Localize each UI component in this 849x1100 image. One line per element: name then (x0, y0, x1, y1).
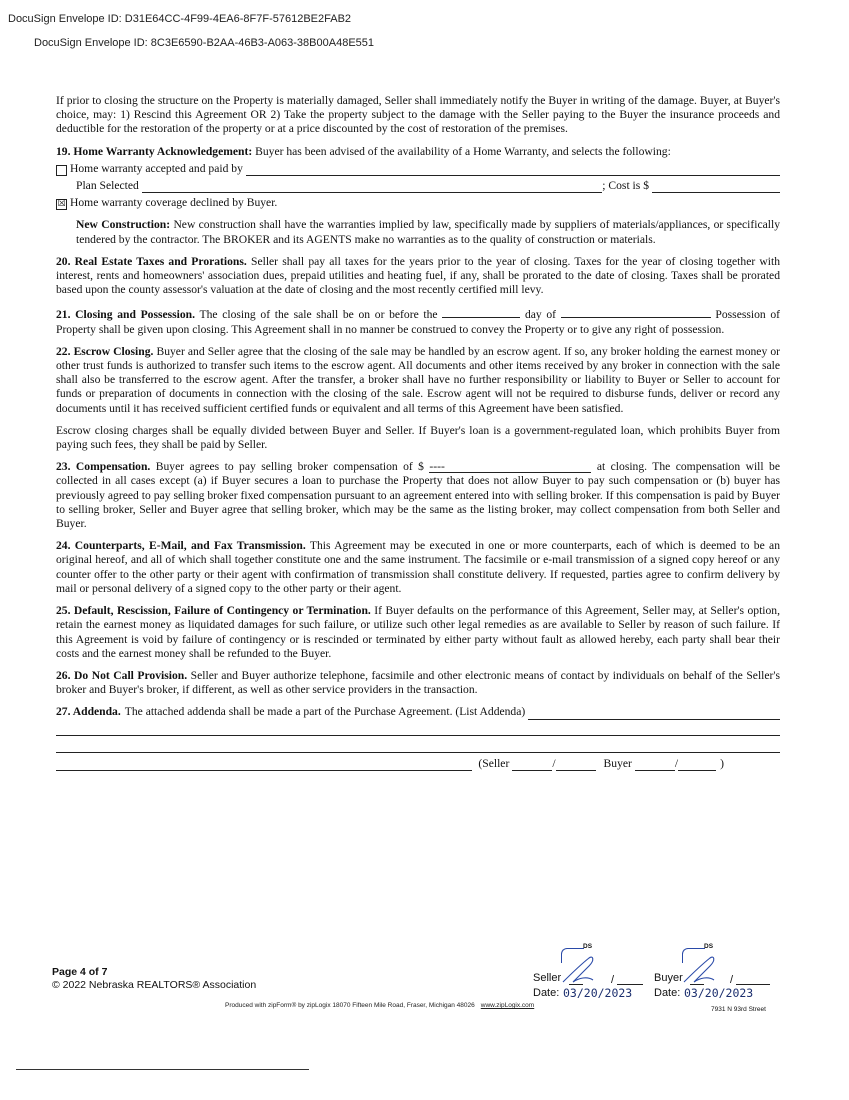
document-body (56, 94, 780, 771)
section-20-text: Seller shall pay all taxes for the years prior to the year of closing. Taxes for the year of closing together with interest, rents and homeowners' association dues, prepaid utilities and heating fuel, if any, shall be prorated to the date of closing. Taxes shall be prorated based upon the county assessor's valuation at the date of closing and the most recently certified mill levy. (56, 254, 781, 297)
section-21-text-b: day of (524, 308, 557, 322)
buyer-ds-label: DS (704, 943, 714, 950)
initials-seller-label: (Seller (478, 756, 510, 770)
buyer-sign-line-2 (736, 984, 770, 985)
footer-address: 7931 N 93rd Street (711, 1006, 766, 1013)
plan-selected-row (56, 179, 780, 193)
compensation-field[interactable] (429, 460, 591, 473)
produced-by (225, 1002, 534, 1009)
warranty-accepted-label: Home warranty accepted and paid by (70, 161, 243, 175)
addenda-field-2[interactable] (56, 723, 780, 736)
produced-text: Produced with zipForm® by zipLogix 18070 Fifteen Mile Road, Fraser, Michigan 48026 (225, 1002, 475, 1009)
seller-date-label: Date: (533, 987, 560, 999)
section-25-title: 25. Default, Rescission, Failure of Contingency or Termination. (56, 604, 371, 618)
section-27-title: 27. Addenda. (56, 705, 121, 719)
seller-signature-block (533, 942, 643, 1002)
section-21-text-c: Possession of Property shall be given upon closing. This Agreement shall in no manner be construed to convey the Property or to give any right of possession. (56, 308, 781, 336)
section-25-text: If Buyer defaults on the performance of this Agreement, Seller may, at Seller's option, retain the earnest money as liquidated damages for such failure, or utilize such other legal remedies as are available to Seller by reason of such failure. If this Agreement is void by failure of contingency or is rescinded or terminated by either party without fault as allowed hereby, each party shall bear their costs and the earnest money shall be refunded to the Buyer. (56, 604, 781, 660)
warranty-declined-label: Home warranty coverage declined by Buyer. (70, 196, 278, 210)
bottom-rule (16, 1069, 309, 1070)
section-26 (56, 669, 780, 697)
warranty-declined-row (56, 196, 780, 210)
section-27-text: The attached addenda shall be made a part of the Purchase Agreement. (List Addenda) (124, 705, 526, 719)
section-26-title: 26. Do Not Call Provision. (56, 668, 188, 682)
buyer-sign-label: Buyer (654, 972, 683, 984)
seller-sign-line (569, 984, 583, 985)
page-number: Page 4 of 7 (52, 966, 108, 978)
buyer-date-label: Date: (654, 987, 681, 999)
section-21-title: 21. Closing and Possession. (56, 308, 196, 322)
warranty-declined-checkbox[interactable]: ☒ (57, 199, 66, 210)
plan-selected-label: Plan Selected (76, 179, 139, 193)
buyer-date-value: 03/20/2023 (684, 986, 754, 1000)
addenda-field-1[interactable] (528, 707, 780, 720)
section-24 (56, 539, 780, 596)
seller-sign-slash: / (611, 974, 615, 986)
new-construction-text: New construction shall have the warranties implied by law, specifically made by suppliers of materials/appliances, or specifically tendered by the contractor. The BROKER and its AGENTS make no warranties as to the quality of construction or materials. (76, 218, 780, 246)
buyer-initial-2[interactable] (678, 758, 716, 771)
section-26-text: Seller and Buyer authorize telephone, facsimile and other electronic means of contact by individuals on behalf of the Seller's broker and Buyer's broker, if different, as well as other service providers in the transaction. (56, 668, 780, 697)
cost-field[interactable] (652, 180, 780, 193)
slash-1: / (552, 756, 556, 770)
section-22-text: Buyer and Seller agree that the closing of the sale may be handled by an escrow agent. If so, any broker holding the earnest money or other trust funds is authorized to transfer such items to the escrow agent. All documents and other items received by any broker in connection with the sale shall also be transferred to the escrow agent. After the transfer, a broker shall have no further responsibility or liability to Buyer or Seller to account for funds or preparation of documents in connection with the closing of the sale. Escrow agent will not be required to disburse funds, deliver or record any documents until it has received sufficient certified funds or equivalent and all terms of this Agreement have been satisfied. (56, 344, 780, 415)
seller-signature-icon (559, 952, 615, 986)
section-22-title: 22. Escrow Closing. (56, 344, 154, 358)
buyer-sign-slash: / (730, 974, 734, 986)
section-23 (56, 460, 780, 531)
intro-paragraph: If prior to closing the structure on the Property is materially damaged, Seller shall immediately notify the Buyer in writing of the damage. Buyer, at Buyer's choice, may: 1) Rescind this Agreement OR 2) Take the property subject to the damage with the Seller paying to the Buyer the insurance proceeds and deductible for the restoration of the property or at a price discounted by the cost of restoration of the premises. (56, 94, 780, 136)
section-24-title: 24. Counterparts, E-Mail, and Fax Transmission. (56, 539, 306, 553)
seller-sign-label: Seller (533, 972, 562, 984)
addenda-field-3[interactable] (56, 740, 780, 753)
closing-day-field[interactable] (442, 305, 520, 318)
addenda-field-4[interactable] (56, 758, 472, 771)
plan-selected-field[interactable] (142, 180, 603, 193)
section-23-text-a: Buyer agrees to pay selling broker compensation of $ (155, 460, 424, 474)
close-paren: ) (720, 756, 724, 770)
envelope-id-2: DocuSign Envelope ID: 8C3E6590-B2AA-46B3-A063-38B00A48E551 (34, 37, 375, 49)
warranty-accepted-checkbox[interactable] (56, 165, 67, 176)
seller-date-value: 03/20/2023 (563, 986, 633, 1000)
envelope-id-1: DocuSign Envelope ID: D31E64CC-4F99-4EA6-8F7F-57612BE2FAB2 (8, 13, 352, 25)
section-19 (56, 145, 780, 159)
warranty-paid-by-field[interactable] (246, 163, 780, 176)
section-21-text-a: The closing of the sale shall be on or before the (199, 308, 438, 322)
slash-2: / (674, 756, 679, 770)
buyer-sign-line (690, 984, 704, 985)
seller-ds-label: DS (583, 943, 593, 950)
ziplogix-link[interactable]: www.zipLogix.com (480, 1002, 535, 1009)
initials-buyer-label: Buyer (603, 756, 632, 770)
seller-sign-line-2 (617, 984, 643, 985)
section-22-text2: Escrow closing charges shall be equally divided between Buyer and Seller. If Buyer's loan is a government-regulated loan, which prohibits Buyer from paying such fees, they shall be paid by Seller. (56, 423, 780, 452)
buyer-initial-1[interactable] (635, 758, 675, 771)
section-20-title: 20. Real Estate Taxes and Prorations. (56, 254, 247, 268)
section-22 (56, 345, 780, 416)
seller-initial-2[interactable] (556, 758, 596, 771)
initials-row (56, 757, 780, 771)
new-construction-title: New Construction: (76, 218, 171, 232)
buyer-signature-block (654, 942, 774, 1002)
section-19-title: 19. Home Warranty Acknowledgement: (56, 144, 253, 158)
compensation-amount: ---- (429, 460, 445, 474)
section-20 (56, 255, 780, 298)
section-21 (56, 305, 780, 336)
section-23-title: 23. Compensation. (56, 460, 151, 474)
section-23-text-b: at closing. The compensation will be collected in all cases except (a) if Buyer secures a loan to purchase the Property that does not allow Buyer to pay such compensation or (b) buyer has previously agreed to pay selling broker fixed compensation pursuant to an agreement entered into with selling broker. If this compensation is paid by Buyer to selling broker, Seller and Buyer agree that selling broker, which may be the same as the listing broker, may collect compensation from both Seller and Buyer. (56, 460, 780, 531)
section-19-text: Buyer has been advised of the availability of a Home Warranty, and selects the following: (255, 144, 671, 158)
new-construction (56, 218, 780, 246)
section-27 (56, 705, 780, 719)
section-24-text: This Agreement may be executed in one or more counterparts, each of which is deemed to be an original hereof, and all of which shall together constitute one and the same instrument. The facsimile or e-mail transmission of a signed copy hereof or any counter offer to the other party or their agent with confirmation of transmission shall constitute delivery. If requested, parties agree to confirm delivery by mail or personal delivery of a signed copy to the other party or their agent. (56, 539, 780, 595)
warranty-accepted-row (56, 162, 780, 176)
buyer-signature-icon (680, 952, 736, 986)
seller-initial-1[interactable] (512, 758, 552, 771)
closing-month-field[interactable] (561, 305, 711, 318)
section-25 (56, 604, 780, 661)
copyright: © 2022 Nebraska REALTORS® Association (52, 979, 257, 991)
cost-label: ; Cost is $ (602, 179, 649, 193)
footer (52, 966, 256, 992)
